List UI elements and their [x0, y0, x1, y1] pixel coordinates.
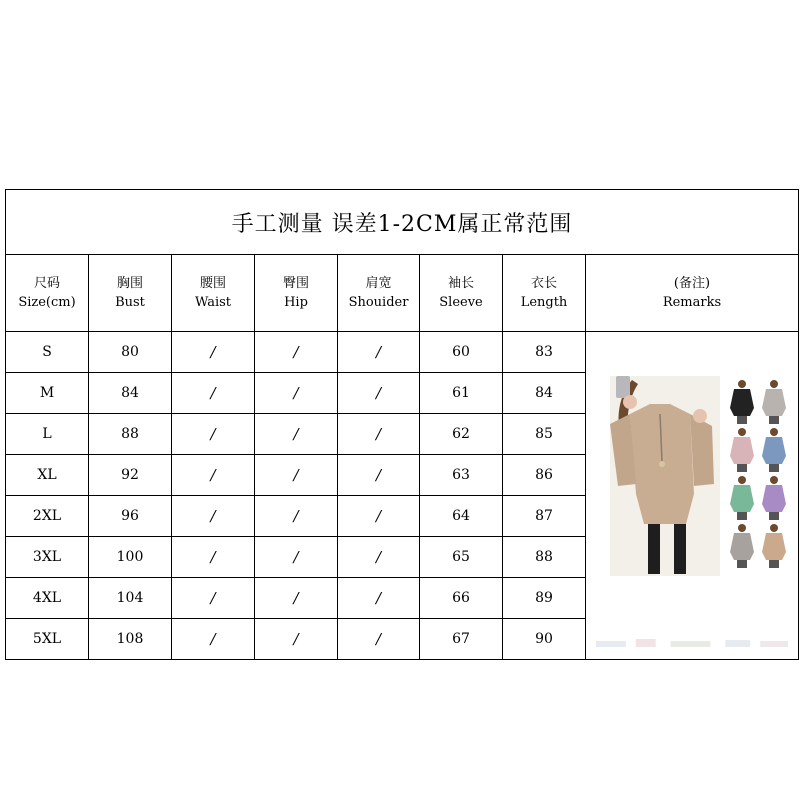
cell-sleeve: 63 [420, 455, 503, 496]
model-leg [674, 524, 686, 574]
table-row [6, 332, 799, 373]
cell-shoulder: / [338, 332, 420, 373]
cell-size: 2XL [6, 496, 89, 537]
cell-length: 83 [503, 332, 586, 373]
zipper-pull [659, 461, 665, 467]
cell-size: S [6, 332, 89, 373]
cell-waist: / [172, 455, 255, 496]
header-cn: 尺码 [33, 276, 60, 291]
remarks-cell [586, 332, 799, 660]
cell-sleeve: 67 [420, 619, 503, 660]
header-row [6, 255, 799, 332]
cell-size: 5XL [6, 619, 89, 660]
header-shoulder [338, 255, 420, 332]
cell-sleeve: 64 [420, 496, 503, 537]
header-bust [89, 255, 172, 332]
header-sleeve [420, 255, 503, 332]
cell-size: 4XL [6, 578, 89, 619]
header-en: Size(cm) [18, 295, 76, 310]
cell-hip: / [255, 619, 338, 660]
cell-bust: 108 [89, 619, 172, 660]
header-cn: (备注) [673, 276, 711, 291]
cell-size: L [6, 414, 89, 455]
header-en: Bust [115, 295, 145, 310]
cell-length: 84 [503, 373, 586, 414]
header-cn: 腰围 [199, 276, 226, 291]
table-title: 手工测量 误差1-2CM属正常范围 [6, 190, 799, 255]
cell-sleeve: 61 [420, 373, 503, 414]
header-en: Waist [194, 295, 232, 310]
cell-shoulder: / [338, 455, 420, 496]
cell-hip: / [255, 537, 338, 578]
header-cn: 衣长 [530, 276, 557, 291]
model-leg [648, 524, 660, 574]
cell-size: XL [6, 455, 89, 496]
header-cn: 肩宽 [365, 276, 392, 291]
header-length [503, 255, 586, 332]
product-photo [590, 374, 795, 579]
cell-waist: / [172, 578, 255, 619]
header-en: Length [520, 295, 568, 310]
header-waist [172, 255, 255, 332]
header-cn: 袖长 [447, 276, 474, 291]
cell-shoulder: / [338, 619, 420, 660]
cell-waist: / [172, 373, 255, 414]
faded-caption-strip [586, 631, 798, 655]
cell-bust: 88 [89, 414, 172, 455]
size-chart-table [5, 189, 799, 660]
cell-hip: / [255, 332, 338, 373]
cell-shoulder: / [338, 373, 420, 414]
phone-prop [616, 376, 630, 398]
cell-sleeve: 66 [420, 578, 503, 619]
cell-bust: 92 [89, 455, 172, 496]
cell-shoulder: / [338, 414, 420, 455]
cell-bust: 104 [89, 578, 172, 619]
cell-bust: 100 [89, 537, 172, 578]
cell-length: 87 [503, 496, 586, 537]
header-cn: 胸围 [116, 276, 143, 291]
header-size [6, 255, 89, 332]
header-remarks [586, 255, 799, 332]
cell-hip: / [255, 373, 338, 414]
cell-length: 88 [503, 537, 586, 578]
cell-length: 90 [503, 619, 586, 660]
header-hip [255, 255, 338, 332]
cell-sleeve: 65 [420, 537, 503, 578]
cell-sleeve: 62 [420, 414, 503, 455]
cell-bust: 96 [89, 496, 172, 537]
cell-size: M [6, 373, 89, 414]
model-hand [623, 395, 637, 409]
cell-length: 85 [503, 414, 586, 455]
cell-waist: / [172, 496, 255, 537]
cell-waist: / [172, 332, 255, 373]
header-en: Hip [284, 295, 308, 310]
header-en: Remarks [662, 295, 722, 310]
header-en: Sleeve [439, 295, 483, 310]
cell-shoulder: / [338, 537, 420, 578]
cell-hip: / [255, 578, 338, 619]
cell-bust: 80 [89, 332, 172, 373]
cell-hip: / [255, 455, 338, 496]
cell-length: 86 [503, 455, 586, 496]
cell-length: 89 [503, 578, 586, 619]
cell-sleeve: 60 [420, 332, 503, 373]
header-cn: 臀围 [282, 276, 309, 291]
cell-waist: / [172, 414, 255, 455]
cell-hip: / [255, 496, 338, 537]
cell-shoulder: / [338, 578, 420, 619]
cell-waist: / [172, 537, 255, 578]
header-en: Shouider [348, 295, 409, 310]
cell-bust: 84 [89, 373, 172, 414]
cell-hip: / [255, 414, 338, 455]
cell-size: 3XL [6, 537, 89, 578]
model-hand [693, 409, 707, 423]
cell-waist: / [172, 619, 255, 660]
cell-shoulder: / [338, 496, 420, 537]
